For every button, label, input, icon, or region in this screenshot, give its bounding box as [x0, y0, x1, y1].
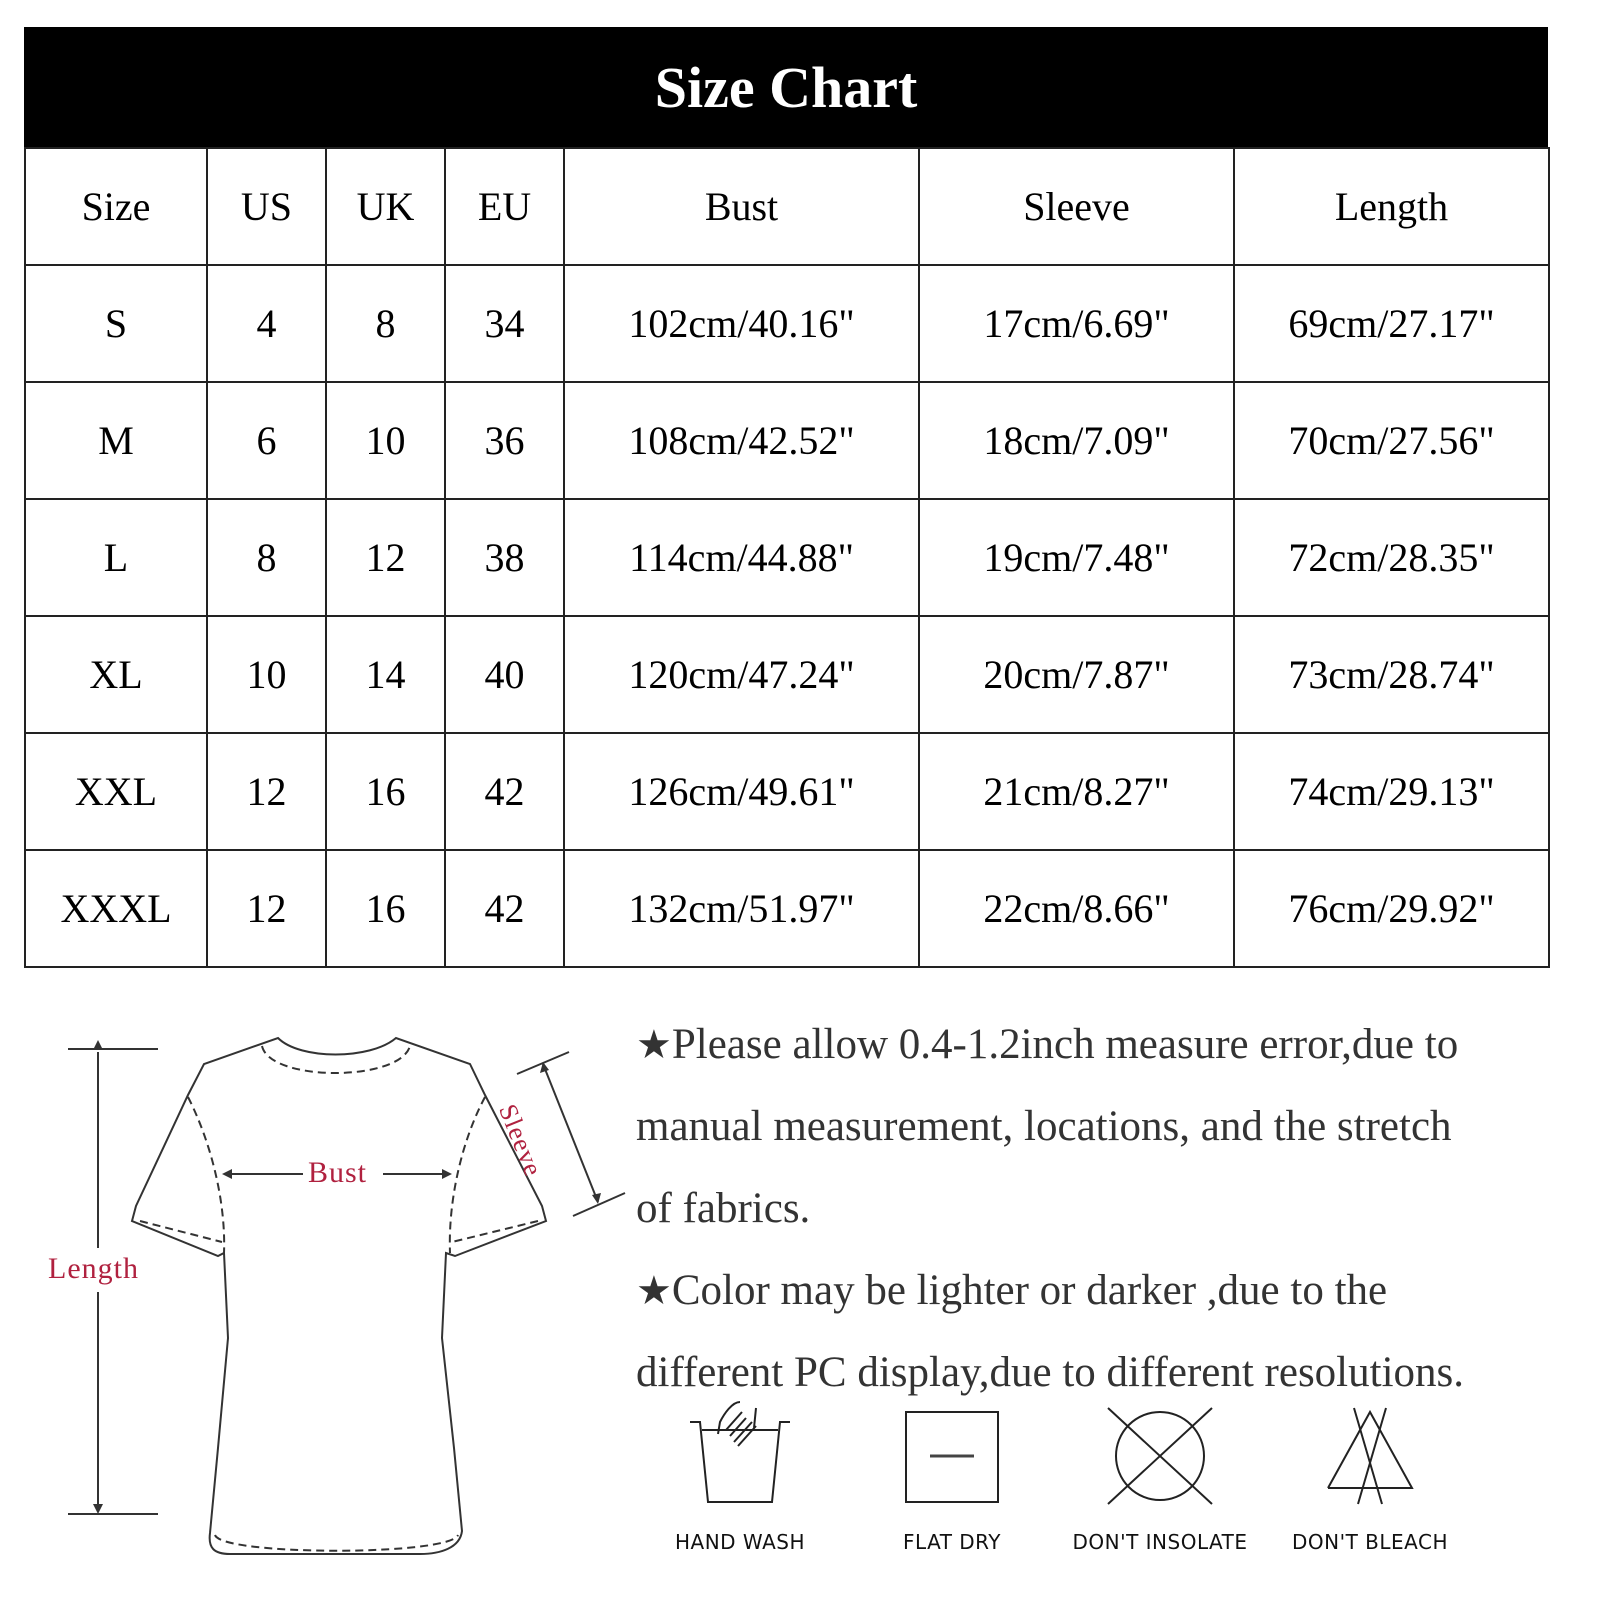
size-chart [24, 27, 1548, 968]
table-row [25, 733, 1549, 850]
note-line: ★Color may be lighter or darker ,due to the [636, 1267, 1388, 1314]
cell-size: S [25, 265, 207, 382]
measurement-diagram [0, 1000, 630, 1560]
length-label: Length [48, 1252, 139, 1285]
cell-eu: 34 [445, 265, 564, 382]
cell-length: 72cm/28.35" [1234, 499, 1549, 616]
header-eu: EU [445, 148, 564, 265]
dont-insolate-icon [1100, 1400, 1220, 1510]
note-line: manual measurement, locations, and the stretch [636, 1103, 1452, 1150]
cell-length: 76cm/29.92" [1234, 850, 1549, 967]
care-label: DON'T BLEACH [1291, 1530, 1448, 1554]
size-table [24, 147, 1550, 968]
cell-eu: 38 [445, 499, 564, 616]
star-icon: ★ [636, 1268, 672, 1314]
cell-us: 6 [207, 382, 326, 499]
cell-sleeve: 18cm/7.09" [919, 382, 1234, 499]
header-us: US [207, 148, 326, 265]
note-line: of fabrics. [636, 1185, 811, 1232]
cell-length: 69cm/27.17" [1234, 265, 1549, 382]
cell-sleeve: 21cm/8.27" [919, 733, 1234, 850]
cell-bust: 108cm/42.52" [564, 382, 919, 499]
cell-us: 10 [207, 616, 326, 733]
cell-sleeve: 17cm/6.69" [919, 265, 1234, 382]
cell-bust: 102cm/40.16" [564, 265, 919, 382]
cell-size: XXXL [25, 850, 207, 967]
cell-bust: 120cm/47.24" [564, 616, 919, 733]
note-line: ★Please allow 0.4-1.2inch measure error,due to [636, 1021, 1459, 1068]
table-row [25, 382, 1549, 499]
cell-size: XXL [25, 733, 207, 850]
hand-wash-icon [680, 1400, 800, 1510]
bust-label: Bust [308, 1156, 368, 1189]
care-label: HAND WASH [674, 1530, 806, 1554]
care-item-dont-bleach [1270, 1400, 1470, 1600]
table-row [25, 850, 1549, 967]
table-header-row [25, 148, 1549, 265]
table-row [25, 499, 1549, 616]
header-size: Size [25, 148, 207, 265]
care-item-flat-dry [852, 1400, 1052, 1600]
cell-sleeve: 19cm/7.48" [919, 499, 1234, 616]
cell-us: 8 [207, 499, 326, 616]
header-sleeve: Sleeve [919, 148, 1234, 265]
note-line: different PC display,due to different resolutions. [636, 1349, 1465, 1396]
cell-eu: 42 [445, 850, 564, 967]
cell-bust: 126cm/49.61" [564, 733, 919, 850]
cell-size: L [25, 499, 207, 616]
cell-eu: 36 [445, 382, 564, 499]
cell-bust: 132cm/51.97" [564, 850, 919, 967]
table-row [25, 616, 1549, 733]
cell-uk: 12 [326, 499, 445, 616]
dont-bleach-icon [1310, 1400, 1430, 1510]
notes [636, 1004, 1596, 1414]
page-title: Size Chart [654, 54, 918, 120]
table-row [25, 265, 1549, 382]
cell-uk: 10 [326, 382, 445, 499]
cell-us: 12 [207, 733, 326, 850]
cell-size: M [25, 382, 207, 499]
cell-length: 70cm/27.56" [1234, 382, 1549, 499]
cell-sleeve: 22cm/8.66" [919, 850, 1234, 967]
care-instructions [640, 1400, 1600, 1600]
star-icon: ★ [636, 1022, 672, 1068]
header-bust: Bust [564, 148, 919, 265]
header-length: Length [1234, 148, 1549, 265]
care-label: FLAT DRY [902, 1530, 1002, 1554]
cell-uk: 16 [326, 733, 445, 850]
care-item-hand-wash [640, 1400, 840, 1600]
cell-sleeve: 20cm/7.87" [919, 616, 1234, 733]
title-bar [24, 27, 1548, 147]
header-uk: UK [326, 148, 445, 265]
care-label: DON'T INSOLATE [1072, 1530, 1248, 1554]
cell-length: 74cm/29.13" [1234, 733, 1549, 850]
care-item-dont-insolate [1060, 1400, 1260, 1600]
cell-eu: 40 [445, 616, 564, 733]
cell-bust: 114cm/44.88" [564, 499, 919, 616]
cell-uk: 16 [326, 850, 445, 967]
flat-dry-icon [892, 1400, 1012, 1510]
sleeve-label: Sleeve [493, 1100, 549, 1181]
cell-size: XL [25, 616, 207, 733]
cell-uk: 8 [326, 265, 445, 382]
cell-length: 73cm/28.74" [1234, 616, 1549, 733]
cell-us: 4 [207, 265, 326, 382]
cell-uk: 14 [326, 616, 445, 733]
cell-eu: 42 [445, 733, 564, 850]
cell-us: 12 [207, 850, 326, 967]
